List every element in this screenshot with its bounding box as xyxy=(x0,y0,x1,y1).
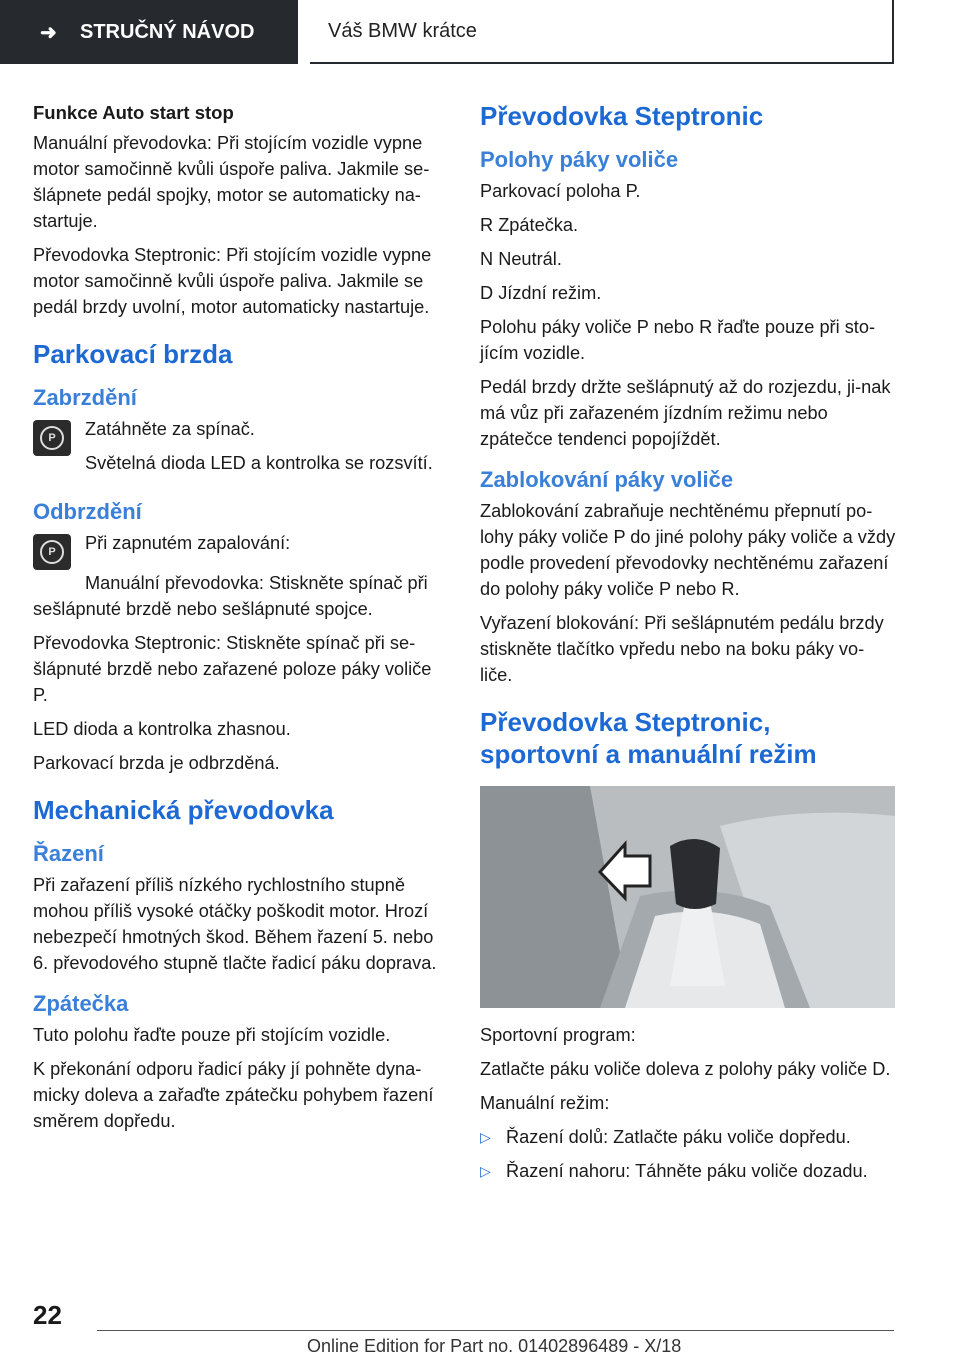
page-number: 22 xyxy=(33,1300,62,1330)
paragraph: LED dioda a kontrolka zhasnou. xyxy=(33,719,291,739)
quick-guide-icon: ➜ xyxy=(40,21,57,44)
paragraph: Parkovací brzda je odbrzděná. xyxy=(33,753,280,773)
section-tab-label: STRUČNÝ NÁVOD xyxy=(80,20,255,43)
paragraph: Zatlačte páku voliče doleva z polohy páky voliče D. xyxy=(480,1059,891,1079)
list-item xyxy=(480,1158,896,1192)
page-header-title: Váš BMW krátce xyxy=(310,0,894,64)
list-item-text: Řazení nahoru: Táhněte páku voliče dozadu. xyxy=(506,1161,868,1181)
heading-release: Odbrzdění xyxy=(33,499,142,524)
heading-selector-lock: Zablokování páky voliče xyxy=(480,467,734,492)
paragraph: Zablokování zabraňuje nechtěnému přepnutí po-lohy páky voliče P do jiné polohy páky voliče a vždy podle provedení převodovky nechtěnému zařazení do polohy páky voliče P nebo R. xyxy=(480,501,896,599)
apply-row xyxy=(33,416,449,484)
heading-reverse: Zpátečka xyxy=(33,991,129,1016)
paragraph: Převodovka Steptronic: Při stojícím vozidle vypne motor samočinně kvůli úspoře paliva. Jakmile se pedál brzdy uvolní, motor automaticky nastartuje. xyxy=(33,245,432,317)
paragraph: Parkovací poloha P. xyxy=(480,181,641,201)
footer-divider xyxy=(97,1330,894,1331)
paragraph: Při zapnutém zapalování: xyxy=(85,533,291,553)
right-column xyxy=(480,100,896,1192)
heading-apply: Zabrzdění xyxy=(33,385,137,410)
heading-selector-positions: Polohy páky voliče xyxy=(480,147,679,172)
heading-shifting: Řazení xyxy=(33,841,104,866)
paragraph: Manuální převodovka: Při stojícím vozidle vypne motor samočinně kvůli úspoře paliva. Jakmile se-šlápnete pedál spojky, motor se automaticky na-startuje. xyxy=(33,133,430,231)
paragraph: Manuální převodovka: Stiskněte spínač při sešlápnuté brzdě nebo sešlápnuté spojce. xyxy=(33,573,428,619)
paragraph: Manuální režim: xyxy=(480,1093,610,1113)
paragraph: Světelná dioda LED a kontrolka se rozsvítí. xyxy=(85,453,433,473)
list-item xyxy=(480,1124,896,1158)
gear-selector-photo xyxy=(480,786,895,1008)
heading-parking-brake: Parkovací brzda xyxy=(33,339,233,369)
paragraph: Vyřazení blokování: Při sešlápnutém pedálu brzdy stiskněte tlačítko vpředu nebo na boku páky vo-liče. xyxy=(480,613,884,685)
release-row xyxy=(33,530,449,570)
heading-manual-transmission: Mechanická převodovka xyxy=(33,795,334,825)
heading-steptronic: Převodovka Steptronic xyxy=(480,101,764,131)
paragraph: Zatáhněte za spínač. xyxy=(85,419,255,439)
parking-brake-icon: P xyxy=(33,420,71,456)
paragraph: R Zpátečka. xyxy=(480,215,579,235)
paragraph: Polohu páky voliče P nebo R řaďte pouze při sto-jícím vozidle. xyxy=(480,317,876,363)
triangle-bullet-icon: ▷ xyxy=(480,1163,491,1179)
triangle-bullet-icon: ▷ xyxy=(480,1129,491,1145)
paragraph: Tuto polohu řaďte pouze při stojícím vozidle. xyxy=(33,1025,391,1045)
paragraph: Při zařazení příliš nízkého rychlostního stupně mohou příliš vysoké otáčky poškodit motor. Hrozí nebezpečí hmotných škod. Během řazení 5. nebo 6. převodového stupně tlačte řadicí páku doprava. xyxy=(33,875,437,973)
heading-auto-start-stop: Funkce Auto start stop xyxy=(33,102,234,123)
paragraph: Sportovní program: xyxy=(480,1025,636,1045)
list-item-text: Řazení dolů: Zatlačte páku voliče dopředu. xyxy=(506,1127,851,1147)
footer-edition: Online Edition for Part no. 01402896489 - X/18 xyxy=(307,1336,682,1356)
paragraph: D Jízdní režim. xyxy=(480,283,602,303)
paragraph: N Neutrál. xyxy=(480,249,562,269)
paragraph: K překonání odporu řadicí páky jí pohněte dyna-micky doleva a zařaďte zpátečku pohybem řazení směrem dopředu. xyxy=(33,1059,434,1131)
paragraph: Pedál brzdy držte sešlápnutý až do rozjezdu, ji-nak má vůz při zařazeném jízdním režimu nebo zpátečce tendenci popojíždět. xyxy=(480,377,891,449)
left-column xyxy=(33,100,449,1142)
section-tab[interactable] xyxy=(0,0,298,64)
paragraph: Převodovka Steptronic: Stiskněte spínač při se-šlápnuté brzdě nebo zařazené poloze páky voliče P. xyxy=(33,633,432,705)
heading-sport-manual-mode: Převodovka Steptronic, sportovní a manuální režim xyxy=(480,707,817,769)
parking-brake-icon: P xyxy=(33,534,71,570)
